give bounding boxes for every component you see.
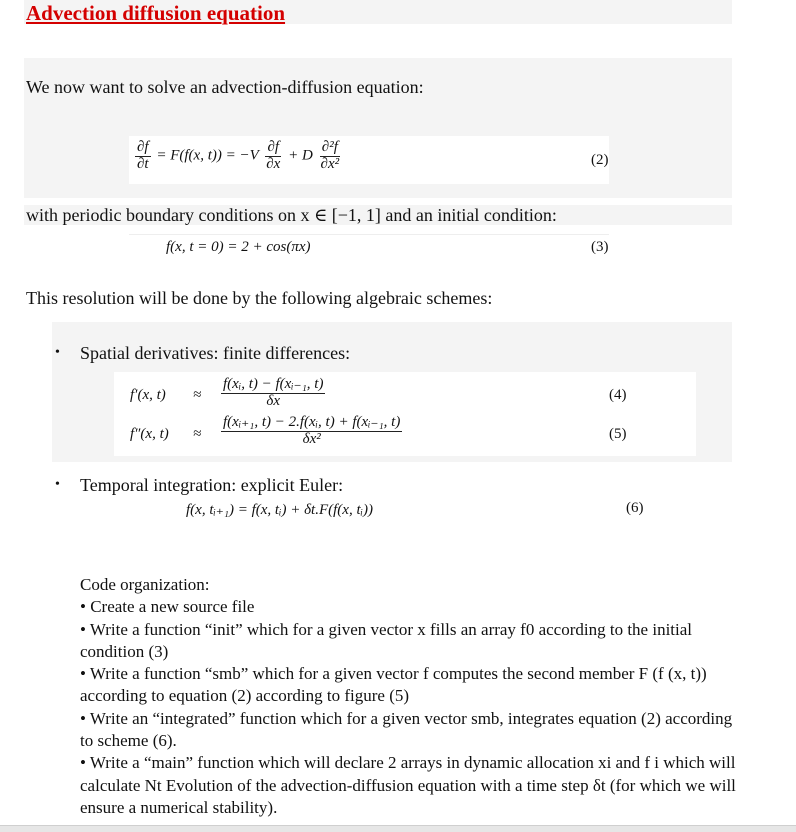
temporal-bullet: • [55, 477, 60, 492]
page-title: Advection diffusion equation [26, 1, 286, 25]
eq45-box [114, 372, 696, 456]
equation-3: f(x, t = 0) = 2 + cos(πx) [166, 239, 311, 255]
eq2-f1-denominator: ∂x [266, 155, 281, 172]
eq4-approx: ≈ [193, 387, 202, 403]
eq2-second-derivative [319, 140, 342, 173]
temporal-label: Temporal integration: explicit Euler: [80, 475, 344, 495]
eq2-f1-numerator: ∂f [267, 139, 280, 155]
eq2-f2-numerator: ∂²f [321, 139, 338, 155]
equation-2 [133, 140, 343, 173]
eq2-lhs-denominator: ∂t [137, 155, 149, 172]
eq5-number: (5) [609, 426, 627, 442]
schemes-intro-text: This resolution will be done by the following algebraic schemes: [26, 288, 493, 308]
spatial-bullet: • [55, 345, 60, 360]
eq4-numerator: f(xᵢ, t) − f(xᵢ₋₁, t) [223, 376, 324, 392]
eq2-middle: = F(f(x, t)) = −V [156, 147, 259, 164]
eq2-f2-denominator: ∂x² [320, 155, 340, 172]
eq4-denominator: δx [266, 392, 281, 409]
eq6-number: (6) [626, 500, 644, 516]
eq5-numerator: f(xᵢ₊₁, t) − 2.f(xᵢ, t) + f(xᵢ₋₁, t) [223, 414, 401, 430]
code-item-smb: • Write a function “smb” which for a given vector f computes the second member F (f (x, t)) according to equation (2) according to figure (5) [80, 664, 707, 706]
spatial-label: Spatial derivatives: finite differences: [80, 343, 351, 363]
code-item-new-file: • Create a new source file [80, 597, 255, 617]
eq2-first-derivative [264, 140, 282, 173]
eq2-plus-d: + D [288, 147, 313, 164]
code-item-init: • Write a function “init” which for a given vector x fills an array f0 according to the initial condition (3) [80, 619, 693, 661]
eq2-lhs-fraction [135, 140, 151, 173]
eq4-lhs: f′(x, t) [130, 387, 166, 403]
boundary-text: with periodic boundary conditions on x ∈ [−1, 1] and an initial condition: [26, 205, 557, 225]
code-organization [80, 574, 740, 819]
eq3-number: (3) [591, 239, 609, 255]
eq5-lhs: f″(x, t) [130, 426, 169, 442]
code-item-integrated: • Write an “integrated” function which for a given vector smb, integrates equation (2) according to scheme (6). [80, 708, 733, 751]
eq5-fraction [219, 415, 404, 448]
eq2-lhs-numerator: ∂f [137, 139, 149, 155]
intro-text: We now want to solve an advection-diffusion equation: [26, 77, 424, 97]
eq2-number: (2) [591, 152, 609, 168]
eq4-number: (4) [609, 387, 627, 403]
code-item-main: • Write a “main” function which will declare 2 arrays in dynamic allocation xi and f i which will calculate Nt Evolution of the advection-diffusion equation with a time step δt (for which we will ensure a numerical stability). [80, 753, 736, 817]
eq4-fraction [219, 377, 327, 410]
code-heading: Code organization: [80, 575, 210, 594]
equation-6: f(x, tᵢ₊₁) = f(x, tᵢ) + δt.F(f(x, tᵢ)) [186, 502, 373, 518]
eq5-denominator: δx² [302, 430, 321, 447]
eq5-approx: ≈ [193, 426, 202, 442]
